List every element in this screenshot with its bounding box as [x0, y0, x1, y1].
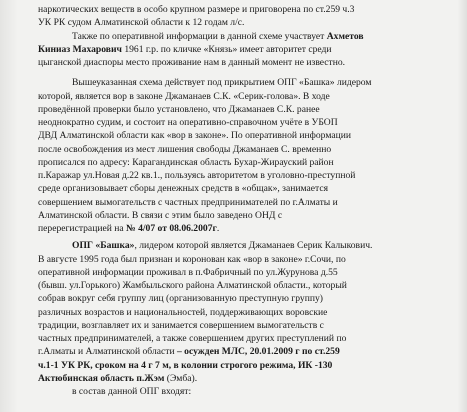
text-line — [38, 359, 466, 372]
text-span: . — [216, 223, 220, 234]
text-line: В августе 1995 года был признан и коронован как «вор в законе» г.Сочи, по — [38, 253, 346, 265]
text-line: традиции, возглавляет их и занимается совершением вымогательств с — [38, 319, 324, 331]
text-line: прописался по адресу: Карагандинская область Бухар-Жирауский район — [38, 156, 334, 168]
text-line: различных возрастов и национальностей, поддерживающих воровские — [38, 306, 328, 318]
text-line: (бывш. ул.Горького) Жамбыльского района Алматинской области., который — [38, 280, 347, 291]
text-line — [38, 345, 466, 358]
text-line — [38, 30, 466, 43]
text-line: после освобождения из мест лишения свободы Джаманаев С. временно — [38, 143, 332, 155]
sentence-bold: ч.1-1 УК РК, сроком на 4 г 7 м, в колонии строгого режима, ИК -130 — [38, 359, 333, 371]
text-line: УК РК судом Алматинской области к 12 годам л/с. — [38, 17, 245, 29]
text-line: совершением вымогательств с частных предпринимателей по г.Алматы и — [38, 196, 338, 208]
text-line: в состав данной ОПГ входят: — [72, 386, 192, 397]
person-name-bold: Киниаз Махарович — [38, 43, 122, 55]
person-name-bold: Ахметов — [326, 30, 364, 42]
text-line: среде организовывает сборы денежных средств в «общак», занимается — [38, 183, 328, 195]
text-line: которой, является вор в законе Джаманаев С.К. «Серик-голова». В ходе — [38, 90, 330, 102]
text-span: перерегистрацией на — [38, 223, 127, 234]
text-line — [38, 43, 466, 56]
text-span: , лидером которой является Джаманаев Серик Калыкович. — [134, 240, 373, 252]
page-fold-shadow — [457, 0, 467, 412]
text-line: Алматинской области. В связи с этим было заведено ОНД с — [38, 209, 283, 221]
text-line: проведённой проверки было установлено, что Джаманаев С.К. ранее — [38, 103, 320, 115]
text-span: (Эмба). — [164, 372, 198, 384]
text-span: 1961 г.р. по кличке «Князь» имеет авторитет среди — [121, 43, 332, 55]
text-line: наркотических веществ в особо крупном размере и приговорена по ст.259 ч.3 — [38, 4, 355, 15]
text-line — [38, 372, 466, 385]
sentence-bold: – осужден МЛС, 20.01.2009 г по ст.259 — [174, 346, 340, 358]
text-line: оперативной информации проживал в п.Фабричный по ул.Журунова д.55 — [38, 266, 338, 278]
group-name-bold: ОПГ «Башка» — [72, 240, 135, 252]
text-line — [38, 239, 466, 252]
text-line: частных предпринимателей, а также совершением других преступлений по — [38, 333, 347, 344]
text-line: неоднократно судим, и состоит на оперативно-справочном учёте в УБОП — [38, 117, 338, 128]
text-span: Также по оперативной информации в данной схеме участвует — [72, 30, 327, 42]
text-line: Вышеуказанная схема действует под прикрытием ОПГ «Башка» лидером — [72, 77, 372, 89]
document-body — [38, 0, 466, 398]
case-number-bold: № 4/07 от 08.06.2007г — [126, 223, 217, 234]
text-line: цыганской диаспоры место проживание нам в данный момент не известно. — [38, 57, 346, 68]
text-line: собрав вокруг себя группу лиц (организованную преступную группу) — [38, 293, 323, 305]
text-line: п.Каражар ул.Новая д.22 кв.1., пользуясь авторитетом в уголовно-преступной — [38, 170, 356, 181]
text-line — [38, 222, 466, 235]
sentence-bold: Актюбинская область п.Жэм — [38, 372, 165, 384]
page-edge-shadow — [0, 0, 18, 412]
paragraph-gap — [38, 69, 466, 76]
text-span: г.Алматы и Алматинской области — [38, 346, 175, 358]
text-line: ДВД Алматинской области как «вор в законе». По оперативной информации — [38, 130, 351, 142]
